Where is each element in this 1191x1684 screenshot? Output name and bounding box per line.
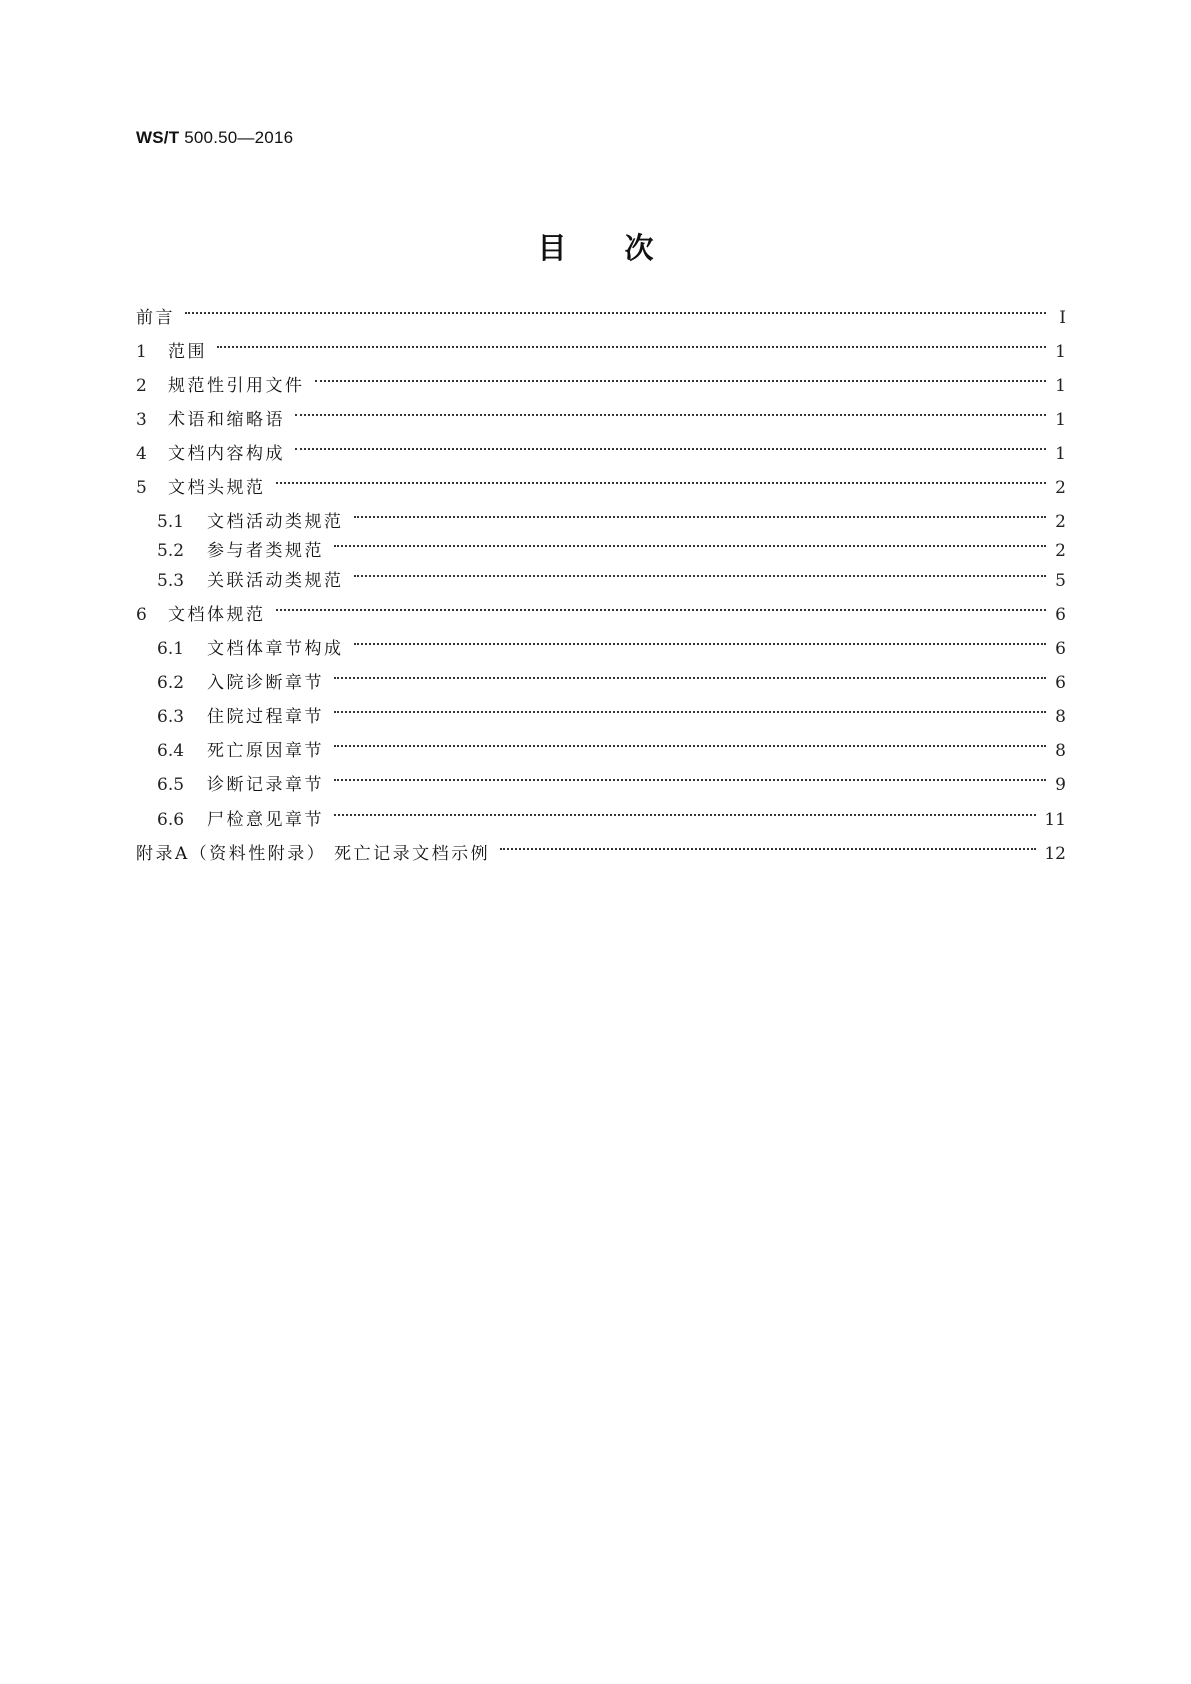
dot-leader [334, 677, 1046, 679]
toc-entry-label: 文档活动类规范 [207, 512, 344, 532]
toc-entry-page: 8 [1055, 707, 1066, 727]
toc-entry-number: 6.6 [157, 810, 185, 830]
toc-entry-page: 12 [1044, 844, 1066, 864]
toc-entry-number: 4 [136, 444, 147, 464]
toc-entry-6-2[interactable] [157, 671, 1066, 695]
toc-entry-page: 6 [1055, 673, 1066, 693]
page-title: 目次 [537, 231, 712, 265]
dot-leader [334, 814, 1036, 816]
toc-entry-label: 范围 [168, 342, 207, 362]
toc-entry-6[interactable] [136, 603, 1066, 627]
toc-entry-3[interactable] [136, 408, 1066, 432]
toc-entry-5[interactable] [136, 476, 1066, 500]
toc-entry-label: 文档头规范 [168, 478, 266, 498]
toc-entry-page: 11 [1044, 810, 1066, 830]
toc-entry-page: Ⅰ [1059, 308, 1066, 328]
toc-entry-5-2[interactable] [157, 539, 1066, 563]
toc-entry-label: 入院诊断章节 [207, 673, 324, 693]
toc-entry-label: 住院过程章节 [207, 707, 324, 727]
toc-entry-page: 1 [1055, 410, 1066, 430]
toc-entry-label: 文档体章节构成 [207, 639, 344, 659]
toc-entry-number: 6 [136, 605, 147, 625]
toc-entry-page: 1 [1055, 444, 1066, 464]
dot-leader [354, 575, 1047, 577]
toc-entry-page: 1 [1055, 342, 1066, 362]
toc-entry-label: 术语和缩略语 [168, 410, 285, 430]
toc-entry-5-1[interactable] [157, 510, 1066, 534]
toc-entry-5-3[interactable] [157, 569, 1066, 593]
toc-entry-number: 6.3 [157, 707, 185, 727]
dot-leader [276, 609, 1047, 611]
toc-entry-label: 参与者类规范 [207, 541, 324, 561]
toc-entry-label: 文档内容构成 [168, 444, 285, 464]
toc-entry-number: 6.2 [157, 673, 185, 693]
toc-entry-6-3[interactable] [157, 705, 1066, 729]
toc-entry-label: 文档体规范 [168, 605, 266, 625]
toc-entry-page: 2 [1055, 541, 1066, 561]
dot-leader [354, 516, 1047, 518]
toc-entry-page: 1 [1055, 376, 1066, 396]
toc-entry-label: 死亡原因章节 [207, 741, 324, 761]
toc-entry-page: 6 [1055, 639, 1066, 659]
toc-entry-label: 附录A（资料性附录） 死亡记录文档示例 [136, 844, 491, 864]
toc-entry-6-6[interactable] [157, 808, 1066, 832]
dot-leader [500, 848, 1036, 850]
toc-entry-page: 9 [1055, 775, 1066, 795]
dot-leader [334, 545, 1046, 547]
toc-entry-6-5[interactable] [157, 773, 1066, 797]
toc-entry-2[interactable] [136, 374, 1066, 398]
dot-leader [315, 380, 1047, 382]
dot-leader [354, 643, 1047, 645]
dot-leader [276, 482, 1047, 484]
toc-entry-label: 尸检意见章节 [207, 810, 324, 830]
toc-entry-appendix-a[interactable] [136, 842, 1066, 866]
toc-entry-page: 6 [1055, 605, 1066, 625]
dot-leader [295, 448, 1046, 450]
dot-leader [334, 745, 1046, 747]
standard-code [136, 128, 293, 148]
toc-entry-number: 3 [136, 410, 147, 430]
toc-entry-page: 8 [1055, 741, 1066, 761]
toc-entry-label: 前言 [136, 308, 175, 328]
dot-leader [334, 711, 1046, 713]
toc-entry-number: 5.2 [157, 541, 185, 561]
toc-entry-number: 6.1 [157, 639, 185, 659]
toc-entry-foreword[interactable] [136, 306, 1066, 330]
toc-entry-label: 诊断记录章节 [207, 775, 324, 795]
toc-entry-number: 1 [136, 342, 147, 362]
toc-entry-label: 规范性引用文件 [168, 376, 305, 396]
toc-entry-label: 关联活动类规范 [207, 571, 344, 591]
toc-entry-number: 5.1 [157, 512, 185, 532]
toc-entry-6-4[interactable] [157, 739, 1066, 763]
toc-entry-number: 5 [136, 478, 147, 498]
dot-leader [295, 414, 1046, 416]
toc-entry-number: 2 [136, 376, 147, 396]
toc-entry-4[interactable] [136, 442, 1066, 466]
toc-entry-page: 5 [1055, 571, 1066, 591]
standard-number: 500.50—2016 [184, 128, 294, 147]
toc-entry-6-1[interactable] [157, 637, 1066, 661]
toc-entry-number: 6.4 [157, 741, 185, 761]
toc-entry-number: 5.3 [157, 571, 185, 591]
toc-entry-1[interactable] [136, 340, 1066, 364]
toc-entry-page: 2 [1055, 478, 1066, 498]
toc-entry-page: 2 [1055, 512, 1066, 532]
dot-leader [185, 312, 1046, 314]
dot-leader [217, 346, 1046, 348]
toc-entry-number: 6.5 [157, 775, 185, 795]
standard-prefix: WS/T [136, 128, 180, 147]
dot-leader [334, 779, 1046, 781]
